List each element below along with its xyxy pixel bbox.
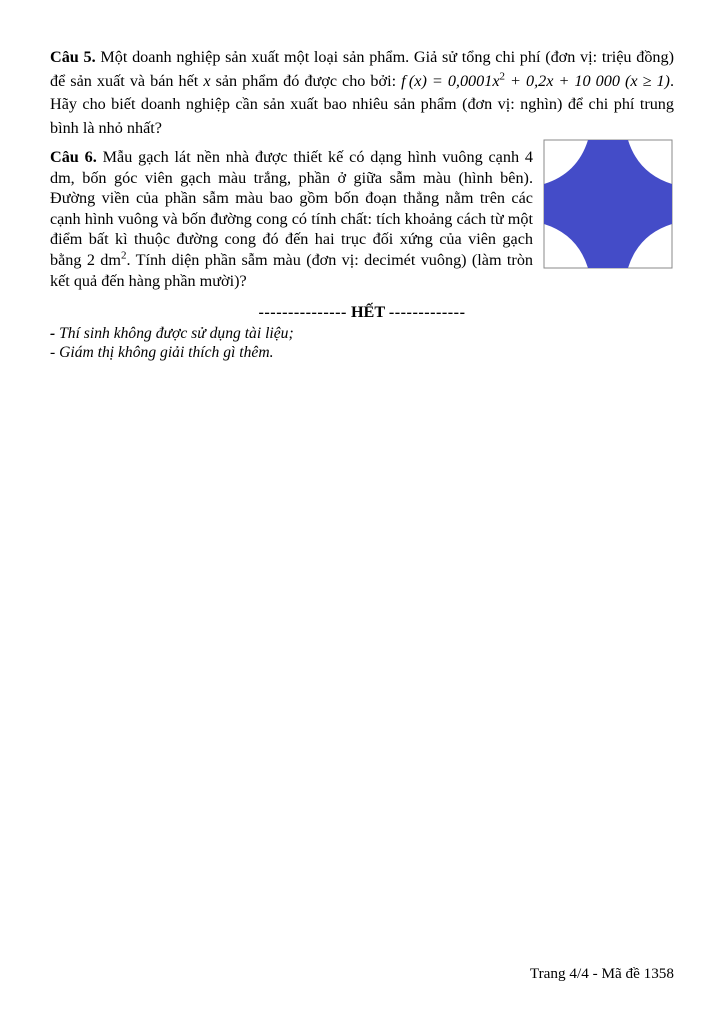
area-value-exponent: 2	[120, 249, 127, 262]
separator-label: HẾT	[346, 303, 389, 322]
note-2-dash: -	[50, 344, 56, 362]
question-5-text-1: Một doanh nghiệp sản xuất một loại sản phẩm. Giả sử tổng chi phí (đơn vị: triệu đồng) để sản xuất và bán hết	[50, 48, 674, 90]
end-separator	[50, 302, 674, 322]
page-footer	[530, 965, 674, 983]
note-2-text: Giám thị không giải thích gì thêm.	[55, 344, 274, 362]
tile-figure	[542, 140, 674, 268]
exam-page	[50, 46, 674, 362]
note-no-materials	[50, 324, 674, 343]
question-6-text-1: Mẫu gạch lát nền nhà được thiết kế có dạng hình vuông cạnh 4 dm, bốn góc viên gạch màu trắng, phần ở giữa sẫm màu (hình bên). Đường viền của phần sẫm màu bao gồm bốn đoạn thẳng nằm trên các cạnh hình vuông và bốn đường cong có tính chất: tích khoảng cách từ một điểm bất kì thuộc đường cong đó đến hai trục đối xứng của viên gạch bằng	[50, 148, 533, 269]
area-product-value	[87, 251, 127, 269]
question-5-text-3: . Hãy cho biết doanh nghiệp cần sản xuất bao nhiêu sản phẩm (đơn vị: nghìn) để chi phí trung bình là nhỏ nhất?	[50, 71, 674, 137]
math-variable-x: x	[203, 71, 211, 90]
page-number-label: Trang 4/4 - Mã đề 1358	[529, 965, 674, 982]
exam-notes	[50, 324, 674, 362]
question-6-text-2: . Tính diện phần sẫm màu (đơn vị: decimét vuông) (làm tròn kết quả đến hàng phần mười)?	[50, 250, 534, 290]
note-1-text: Thí sinh không được sử dụng tài liệu;	[55, 325, 294, 343]
note-no-explanation	[50, 343, 674, 362]
question-6	[50, 147, 674, 291]
formula-exponent: 2	[499, 70, 506, 83]
question-5-label: Câu 5.	[50, 48, 96, 66]
separator-dashes-right: -------------	[388, 303, 466, 322]
area-value-body: 2 dm	[86, 250, 121, 269]
question-5-text-2: sản phẩm đó được cho bởi:	[210, 71, 402, 90]
tile-figure-svg	[542, 140, 674, 268]
separator-dashes-left: ---------------	[258, 303, 347, 322]
formula-body: f (x) = 0,0001x	[401, 71, 500, 90]
question-5	[50, 46, 674, 140]
note-1-dash: -	[50, 325, 56, 343]
cost-function-formula	[401, 72, 670, 90]
question-6-label: Câu 6.	[50, 148, 97, 166]
formula-tail: + 0,2x + 10 000 (x ≥ 1)	[505, 71, 670, 90]
